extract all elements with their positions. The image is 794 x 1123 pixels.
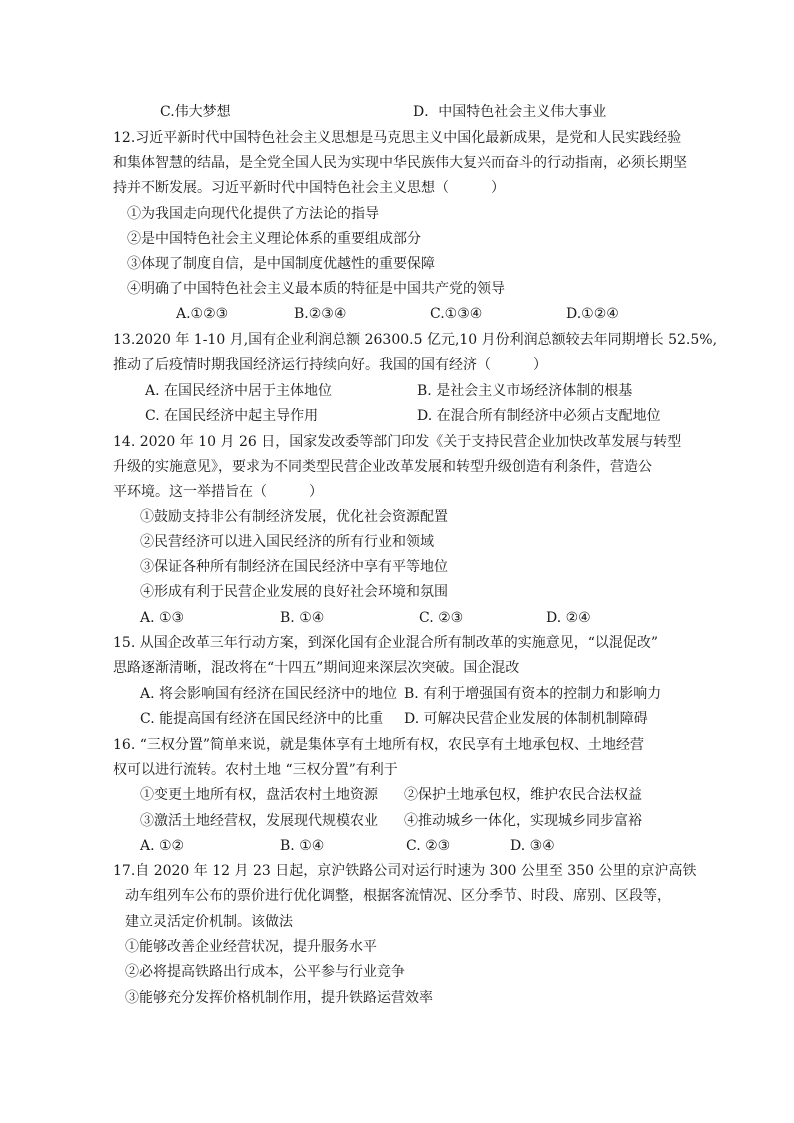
q13-option-b: B. 是社会主义市场经济体制的根基 [417,383,633,399]
q14-option-c: C. ②③ [419,610,464,626]
q13-stem-line-2: 推动了后疫情时期我国经济运行持续向好。我国的国有经济（ ） [113,357,547,373]
q12-item-4: ④明确了中国特色社会主义最本质的特征是中国共产党的领导 [127,281,505,297]
q14-option-d: D. ②④ [546,610,591,626]
q17-stem-line-1: 17.自 2020 年 12 月 23 日起，京沪铁路公司对运行时速为 300 公里至 350 公里的京沪高铁 [113,863,697,879]
q15-stem-line-1: 15. 从国企改革三年行动方案，到深化国有企业混合所有制改革的实施意见，“以混促改” [113,635,659,651]
q14-stem-line-3: 平环境。这一举措旨在（ ） [113,484,323,500]
q16-option-c: C. ②③ [406,838,451,854]
q17-stem-line-2: 动车组列车公布的票价进行优化调整，根据客流情况、区分季节、时段、席别、区段等， [125,888,671,904]
q14-item-4: ④形成有利于民营企业发展的良好社会环境和氛围 [140,584,448,600]
q16-item-4: ④推动城乡一体化，实现城乡同步富裕 [404,813,642,829]
q14-stem-line-2: 升级的实施意见》，要求为不同类型民营企业改革发展和转型升级创造有利条件，营造公 [113,459,652,475]
q12-item-3: ③体现了制度自信，是中国制度优越性的重要保障 [127,256,435,272]
q16-option-d: D. ③④ [510,838,555,854]
q14-option-b: B. ①④ [280,610,325,626]
q12-option-a: A.①②③ [176,306,229,322]
q15-stem-line-2: 思路逐渐清晰，混改将在“十四五”期间迎来深层次突破。国企混改 [113,660,520,676]
q12-option-c: C.①③④ [430,306,483,322]
q16-item-3: ③激活土地经营权，发展现代规模农业 [140,813,378,829]
q15-option-c: C. 能提高国有经济在国民经济中的比重 [140,711,384,727]
q12-stem-line-2: 和集体智慧的结晶，是全党全国人民为实现中华民族伟大复兴而奋斗的行动指南，必须长期坚 [113,155,687,171]
q16-stem-line-2: 权可以进行流转。农村土地 “三权分置”有利于 [113,762,398,778]
q13-option-a: A. 在国民经济中居于主体地位 [145,383,333,399]
q15-option-d: D. 可解决民营企业发展的体制机制障碍 [404,711,648,727]
q13-stem-line-1: 13.2020 年 1-10 月,国有企业利润总额 26300.5 亿元,10 月份利润总额较去年同期增长 52.5%, [113,332,718,348]
q17-stem-line-3: 建立灵活定价机制。该做法 [125,914,293,930]
q16-stem-line-1: 16. “三权分置”简单来说，就是集体享有土地所有权，农民享有土地承包权、土地经营 [113,737,645,753]
q17-item-3: ③能够充分发挥价格机制作用，提升铁路运营效率 [125,990,433,1006]
q16-option-b: B. ①④ [280,838,325,854]
q12-option-d: D.①②④ [566,306,619,322]
q14-stem-line-1: 14. 2020 年 10 月 26 日，国家发改委等部门印发《关于支持民营企业加快改革发展与转型 [113,434,682,450]
q17-item-2: ②必将提高铁路出行成本，公平参与行业竞争 [125,964,405,980]
q13-option-c: C. 在国民经济中起主导作用 [145,408,319,424]
q17-item-1: ①能够改善企业经营状况，提升服务水平 [125,939,377,955]
q11-option-d: D．中国特色社会主义伟大事业 [413,104,607,120]
q16-option-a: A. ①② [140,838,185,854]
q16-item-2: ②保护土地承包权，维护农民合法权益 [404,787,642,803]
q11-option-c: C.伟大梦想 [160,104,231,120]
q12-option-b: B.②③④ [294,306,347,322]
q14-item-2: ②民营经济可以进入国民经济的所有行业和领域 [140,534,434,550]
q15-option-a: A. 将会影响国有经济在国民经济中的地位 [140,686,398,702]
q14-item-3: ③保证各种所有制经济在国民经济中享有平等地位 [140,559,448,575]
q14-item-1: ①鼓励支持非公有制经济发展，优化社会资源配置 [140,509,448,525]
q13-option-d: D. 在混合所有制经济中必须占支配地位 [417,408,661,424]
q16-item-1: ①变更土地所有权，盘活农村土地资源 [140,787,378,803]
q12-item-2: ②是中国特色社会主义理论体系的重要组成部分 [127,231,421,247]
q12-stem-line-3: 持并不断发展。习近平新时代中国特色社会主义思想（ ） [113,180,505,196]
q12-item-1: ①为我国走向现代化提供了方法论的指导 [127,206,379,222]
q12-stem-line-1: 12.习近平新时代中国特色社会主义思想是马克思主义中国化最新成果，是党和人民实践经验 [113,130,682,146]
q14-option-a: A. ①③ [140,610,185,626]
q15-option-b: B. 有利于增强国有资本的控制力和影响力 [404,686,662,702]
